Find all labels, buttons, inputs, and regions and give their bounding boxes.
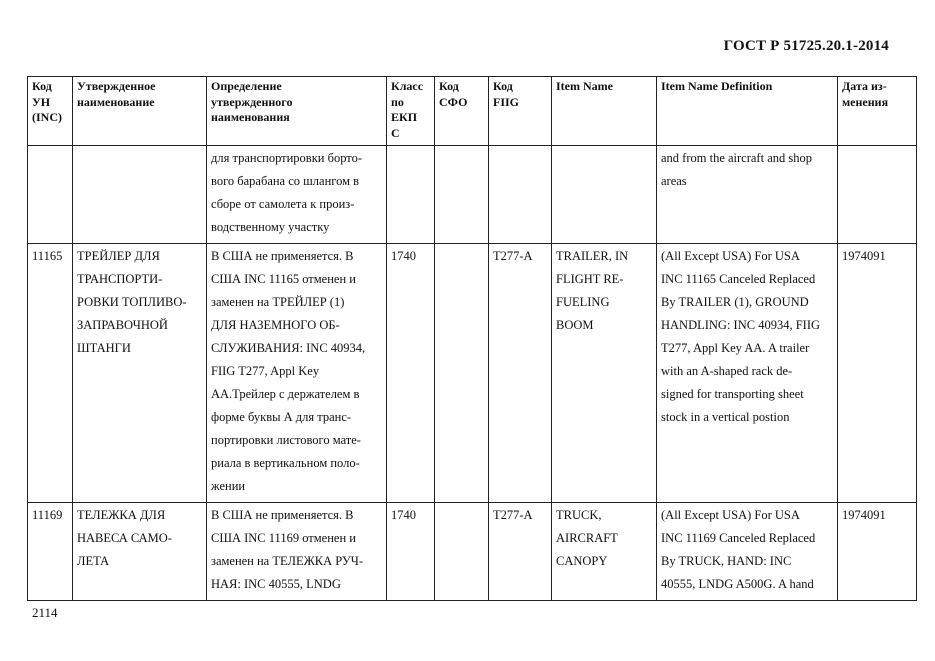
cell-class: 1740 (387, 244, 435, 503)
header-item-definition: Item Name Definition (657, 77, 838, 146)
cell-class: 1740 (387, 503, 435, 601)
cell-name (73, 146, 207, 244)
cell-name: ТРЕЙЛЕР ДЛЯ ТРАНСПОРТИ- РОВКИ ТОПЛИВО- ЗАПРАВОЧНОЙ ШТАНГИ (73, 244, 207, 503)
header-sfo: Код СФО (435, 77, 489, 146)
header-change-date: Дата из- менения (838, 77, 917, 146)
cell-inc (28, 146, 73, 244)
item-name-table (27, 76, 917, 601)
cell-sfo (435, 244, 489, 503)
header-inc: Код УН (INC) (28, 77, 73, 146)
cell-item-name: TRUCK, AIRCRAFT CANOPY (552, 503, 657, 601)
cell-fiig: T277-A (489, 244, 552, 503)
header-definition: Определение утвержденного наименования (207, 77, 387, 146)
cell-name: ТЕЛЕЖКА ДЛЯ НАВЕСА САМО- ЛЕТА (73, 503, 207, 601)
cell-date: 1974091 (838, 244, 917, 503)
cell-item-definition: (All Except USA) For USA INC 11169 Canceled Replaced By TRUCK, HAND: INC 40555, LNDG A500G. A hand (657, 503, 838, 601)
header-approved-name: Утвержденное наименование (73, 77, 207, 146)
cell-inc: 11165 (28, 244, 73, 503)
cell-sfo (435, 503, 489, 601)
cell-inc: 11169 (28, 503, 73, 601)
cell-fiig (489, 146, 552, 244)
cell-item-definition: and from the aircraft and shop areas (657, 146, 838, 244)
cell-fiig: T277-A (489, 503, 552, 601)
header-fiig: Код FIIG (489, 77, 552, 146)
cell-item-name (552, 146, 657, 244)
document-code: ГОСТ Р 51725.20.1-2014 (723, 38, 889, 54)
page-number: 2114 (32, 605, 58, 620)
cell-date (838, 146, 917, 244)
cell-class (387, 146, 435, 244)
header-item-name: Item Name (552, 77, 657, 146)
cell-definition: для транспортировки борто- вого барабана со шлангом в сборе от самолета к произ- водственному участку (207, 146, 387, 244)
table-row (28, 244, 917, 503)
cell-item-definition: (All Except USA) For USA INC 11165 Canceled Replaced By TRAILER (1), GROUND HANDLING: INC 40934, FIIG T277, Appl Key AA. A trailer with an A-shaped rack de- signed for transporting sheet stock in a vertical postion (657, 244, 838, 503)
cell-definition: В США не применяется. В США INC 11165 отменен и заменен на ТРЕЙЛЕР (1) ДЛЯ НАЗЕМНОГО ОБ- СЛУЖИВАНИЯ: INC 40934, FIIG T277, Appl Key AA.Трейлер с держателем в форме буквы А для транс- портировки листового мате- риала в вертикальном поло- жении (207, 244, 387, 503)
header-row (28, 77, 917, 146)
cell-definition: В США не применяется. В США INC 11169 отменен и заменен на ТЕЛЕЖКА РУЧ- НАЯ: INC 40555, LNDG (207, 503, 387, 601)
cell-date: 1974091 (838, 503, 917, 601)
cell-item-name: TRAILER, IN FLIGHT RE- FUELING BOOM (552, 244, 657, 503)
cell-sfo (435, 146, 489, 244)
table-row (28, 146, 917, 244)
table-row (28, 503, 917, 601)
header-class: Класс по ЕКП С (387, 77, 435, 146)
